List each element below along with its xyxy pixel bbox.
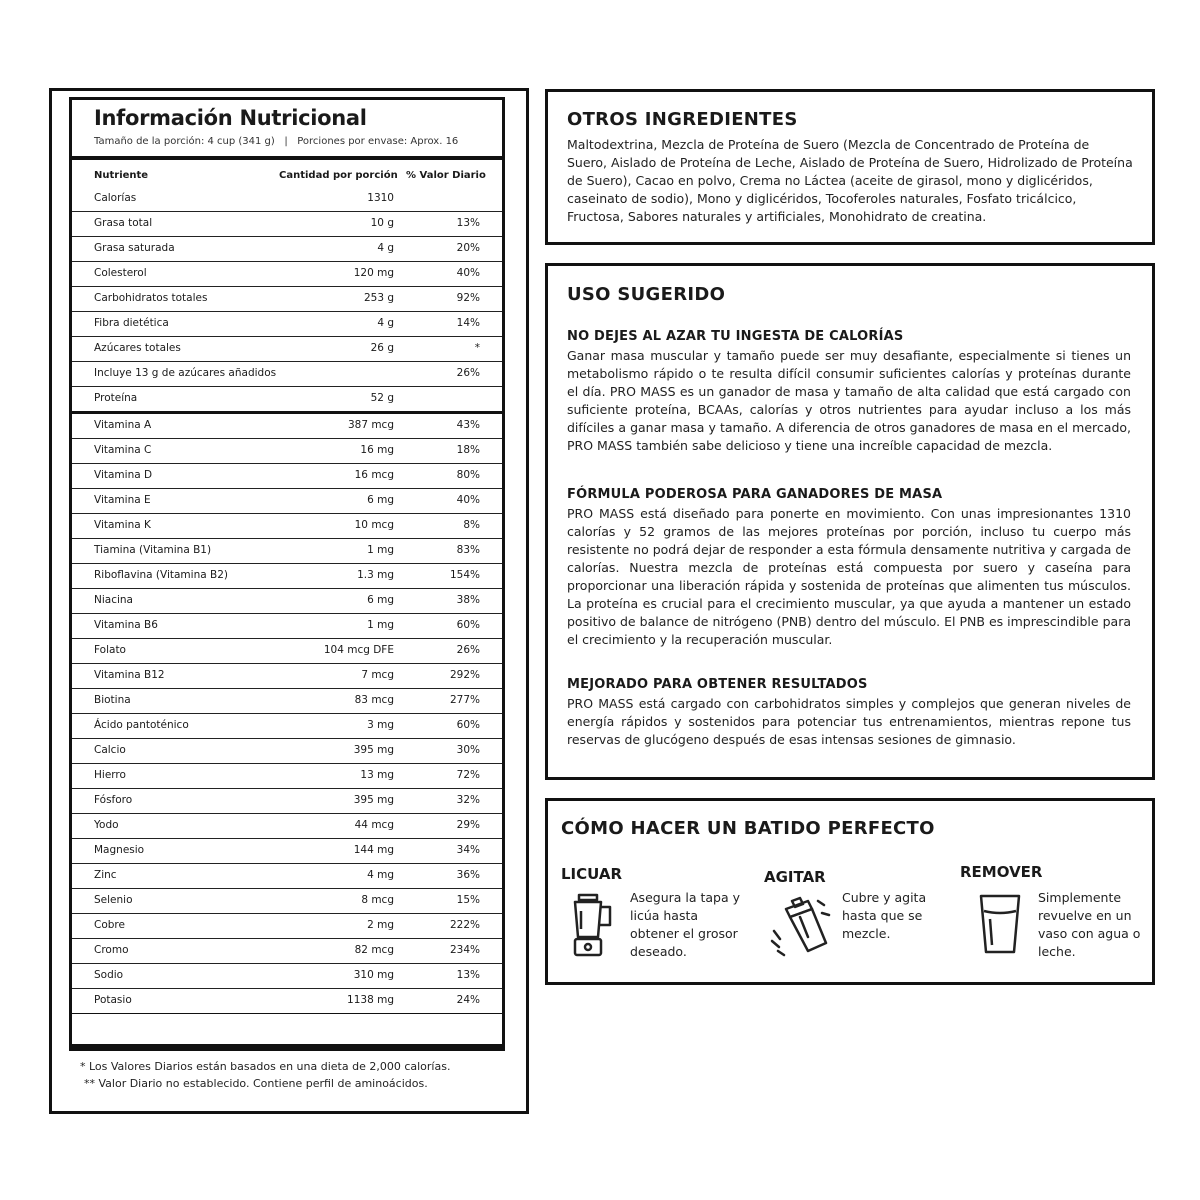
nutrient-name: Riboflavina (Vitamina B2) xyxy=(94,569,228,581)
col-nutrient-header: Nutriente xyxy=(94,170,149,181)
nutrient-row xyxy=(72,413,502,439)
nutrient-amount: 395 mg xyxy=(353,794,394,806)
batido-title: CÓMO HACER UN BATIDO PERFECTO xyxy=(561,818,935,839)
nutrient-row xyxy=(72,838,502,864)
nutrient-row xyxy=(72,963,502,989)
nutrient-row xyxy=(72,713,502,739)
step-licuar-text: Asegura la tapa y licúa hasta obtener el grosor deseado. xyxy=(630,890,741,959)
nutrient-row xyxy=(72,888,502,914)
nutrient-amount: 83 mcg xyxy=(354,694,394,706)
nutrient-name: Proteína xyxy=(94,392,138,404)
nutrient-name: Calcio xyxy=(94,744,126,756)
col-dv-header: % Valor Diario xyxy=(406,170,486,181)
nutrient-amount: 4 mg xyxy=(367,869,394,881)
nutrient-row xyxy=(72,563,502,589)
nutrient-amount: 13 mg xyxy=(360,769,394,781)
nutrient-row xyxy=(72,236,502,262)
nutrient-name: Colesterol xyxy=(94,267,147,279)
nutrient-name: Vitamina B6 xyxy=(94,619,158,631)
step-remover-text: Simplemente revuelve en un vaso con agua o leche. xyxy=(1038,890,1141,959)
nutrient-row xyxy=(72,938,502,964)
nutrient-dv: 26% xyxy=(456,644,480,656)
nutrient-amount: 26 g xyxy=(370,342,394,354)
nutrient-dv: 36% xyxy=(456,869,480,881)
nutrient-dv: 20% xyxy=(456,242,480,254)
uso-section-1-title: NO DEJES AL AZAR TU INGESTA DE CALORÍAS xyxy=(567,329,904,344)
nutrient-amount: 10 mcg xyxy=(354,519,394,531)
nutrient-name: Folato xyxy=(94,644,126,656)
nutrient-row xyxy=(72,361,502,387)
step-licuar-title: LICUAR xyxy=(561,865,623,883)
nutrient-name: Incluye 13 g de azúcares añadidos xyxy=(94,367,277,379)
nutrient-row xyxy=(72,588,502,614)
uso-section-2-text: PRO MASS está diseñado para ponerte en movimiento. Con unas impresionantes 1310 calorías y 52 gramos de las mejores proteínas por porción, incluso tu cuerpo más resistente no podrá dejar de responder a esta fórmula densamente nutritiva y cargada de calorías. Nuestra mezcla de proteínas está compuesta por suero y caseína para proporcionar una liberación rápida y sostenida de proteínas que alimenten tus músculos. La proteína es crucial para el crecimiento muscular, ya que ayuda a mantener un estado positivo de balance de nitrógeno (PNB) dentro del músculo. El PNB es imprescindible para el crecimiento y la recuperación muscular. xyxy=(567,506,1131,647)
nutrient-dv: 15% xyxy=(456,894,480,906)
nutrient-dv: 92% xyxy=(456,292,480,304)
nutrient-amount: 1.3 mg xyxy=(357,569,394,581)
nutrient-amount: 6 mg xyxy=(367,494,394,506)
nutrient-dv: 60% xyxy=(456,719,480,731)
nutrient-name: Biotina xyxy=(94,694,131,706)
nutrient-dv: 34% xyxy=(456,844,480,856)
nutrition-label xyxy=(69,97,505,1051)
nutrient-name: Vitamina B12 xyxy=(94,669,165,681)
nutrient-amount: 144 mg xyxy=(353,844,394,856)
nutrient-dv: 26% xyxy=(456,367,480,379)
blender-icon xyxy=(566,893,618,959)
nutrient-amount: 1 mg xyxy=(367,619,394,631)
nutrient-name: Sodio xyxy=(94,969,124,981)
nutrient-row xyxy=(72,311,502,337)
step-remover-title: REMOVER xyxy=(960,863,1043,881)
nutrient-name: Vitamina D xyxy=(94,469,153,481)
nutrient-dv: 83% xyxy=(456,544,480,556)
nutrient-name: Azúcares totales xyxy=(94,342,181,354)
nutrient-dv: 277% xyxy=(449,694,480,706)
nutrient-row xyxy=(72,663,502,689)
nutrient-name: Fibra dietética xyxy=(94,317,169,329)
nutrient-amount: 8 mcg xyxy=(361,894,394,906)
nutrient-row xyxy=(72,488,502,514)
otros-title: OTROS INGREDIENTES xyxy=(567,109,798,130)
uso-section-2-title: FÓRMULA PODEROSA PARA GANADORES DE MASA xyxy=(567,487,943,502)
nutrient-amount: 4 g xyxy=(377,242,394,254)
nutrient-amount: 82 mcg xyxy=(354,944,394,956)
glass-icon xyxy=(978,893,1022,955)
nutrient-dv: 43% xyxy=(456,419,480,431)
nutrient-dv: 60% xyxy=(456,619,480,631)
batido-box xyxy=(545,798,1155,985)
nutrient-amount: 310 mg xyxy=(353,969,394,981)
nutrient-row xyxy=(72,988,502,1013)
nutrient-name: Selenio xyxy=(94,894,133,906)
bottom-rule xyxy=(72,1044,502,1048)
nutrient-row xyxy=(72,286,502,312)
nutrient-row xyxy=(72,513,502,539)
nutrient-name: Vitamina K xyxy=(94,519,151,531)
nutrient-amount: 3 mg xyxy=(367,719,394,731)
nutrient-amount: 1 mg xyxy=(367,544,394,556)
nutrient-name: Vitamina A xyxy=(94,419,152,431)
nutrient-name: Carbohidratos totales xyxy=(94,292,208,304)
nutrient-amount: 1310 xyxy=(367,192,394,204)
nutrient-name: Hierro xyxy=(94,769,126,781)
nutrient-dv: 154% xyxy=(449,569,480,581)
nutrient-name: Cromo xyxy=(94,944,129,956)
nutrient-dv: 222% xyxy=(449,919,480,931)
otros-ingredientes-box xyxy=(545,89,1155,245)
nutrient-row xyxy=(72,688,502,714)
nutrient-dv: 18% xyxy=(456,444,480,456)
nutrient-amount: 16 mcg xyxy=(354,469,394,481)
last-row-divider xyxy=(72,1013,502,1014)
nutrient-amount: 395 mg xyxy=(353,744,394,756)
nutrient-name: Niacina xyxy=(94,594,133,606)
header-rule xyxy=(72,156,502,160)
step-agitar-title: AGITAR xyxy=(764,868,826,886)
nutrient-row xyxy=(72,386,502,411)
nutrient-dv: 30% xyxy=(456,744,480,756)
nutrient-dv: 72% xyxy=(456,769,480,781)
nutrient-row xyxy=(72,738,502,764)
nutrient-row xyxy=(72,211,502,237)
nutrient-row xyxy=(72,813,502,839)
nutrient-amount: 104 mcg DFE xyxy=(323,644,394,656)
col-amount-header: Cantidad por porción xyxy=(279,170,398,181)
nutrient-dv: 80% xyxy=(456,469,480,481)
nutrient-row xyxy=(72,538,502,564)
nutrient-name: Zinc xyxy=(94,869,117,881)
uso-section-3-text: PRO MASS está cargado con carbohidratos simples y complejos que generan niveles de energía rápidos y sostenidos para potenciar tus entrenamientos, mientras repone tus reservas de glucógeno después de esas intensas sesiones de gimnasio. xyxy=(567,696,1131,747)
nutrient-amount: 1138 mg xyxy=(347,994,394,1006)
otros-text: Maltodextrina, Mezcla de Proteína de Suero (Mezcla de Concentrado de Proteína de Suero, Aislado de Proteína de Leche, Aislado de Proteína de Suero, Hidrolizado de Proteína de Suero), Cacao en polvo, Crema no Láctea (aceite de girasol, mono y diglicéridos, caseinato de sodio), Mono y diglicéridos, Tocoferoles naturales, Fosfato tricálcico, Fructosa, Sabores naturales y artificiales, Monohidrato de creatina. xyxy=(567,137,1133,224)
nutrient-amount: 44 mcg xyxy=(354,819,394,831)
nutrient-amount: 120 mg xyxy=(353,267,394,279)
uso-section-1-text: Ganar masa muscular y tamaño puede ser muy desafiante, especialmente si tienes un metabolismo rápido o te resulta difícil consumir suficientes calorías y proteínas durante el día. PRO MASS es un ganador de masa y tamaño de alta calidad que está cargado con suficiente proteína, BCAAs, calorías y otros nutrientes para ayudar incluso a los más difíciles a ganar masa y tamaño. A diferencia de otros ganadores de masa en el mercado, PRO MASS también sabe delicioso y tiene una increíble capacidad de mezcla. xyxy=(567,348,1131,453)
serving-info: Tamaño de la porción: 4 cup (341 g) | Porciones por envase: Aprox. 16 xyxy=(94,136,459,147)
nutrient-name: Cobre xyxy=(94,919,125,931)
nutrient-name: Calorías xyxy=(94,192,137,204)
nutrient-name: Yodo xyxy=(94,819,119,831)
nutrient-name: Vitamina E xyxy=(94,494,151,506)
nutrient-name: Grasa total xyxy=(94,217,153,229)
nutrient-dv: 38% xyxy=(456,594,480,606)
nutrient-name: Vitamina C xyxy=(94,444,152,456)
footnote-2: ** Valor Diario no establecido. Contiene perfil de aminoácidos. xyxy=(84,1077,428,1090)
uso-title: USO SUGERIDO xyxy=(567,284,726,305)
nutrient-name: Magnesio xyxy=(94,844,145,856)
nutrient-name: Fósforo xyxy=(94,794,133,806)
nutrient-dv: 24% xyxy=(456,994,480,1006)
uso-sugerido-box xyxy=(545,263,1155,780)
nutrient-row xyxy=(72,261,502,287)
footnote-1: * Los Valores Diarios están basados en una dieta de 2,000 calorías. xyxy=(80,1060,451,1073)
nutrient-name: Potasio xyxy=(94,994,132,1006)
nutrient-row xyxy=(72,613,502,639)
nutrient-row xyxy=(72,336,502,362)
nutrient-name: Ácido pantoténico xyxy=(94,719,189,731)
nutrient-dv: 13% xyxy=(456,969,480,981)
nutrient-row xyxy=(72,788,502,814)
nutrient-amount: 4 g xyxy=(377,317,394,329)
nutrient-dv: 32% xyxy=(456,794,480,806)
nutrient-dv: 40% xyxy=(456,267,480,279)
nutrient-amount: 10 g xyxy=(370,217,394,229)
nutrient-dv: 14% xyxy=(456,317,480,329)
nutrient-amount: 7 mcg xyxy=(361,669,394,681)
nutrient-row xyxy=(72,763,502,789)
nutrition-title: Información Nutricional xyxy=(94,106,367,130)
shaker-icon xyxy=(768,895,832,961)
nutrient-name: Grasa saturada xyxy=(94,242,175,254)
nutrient-amount: 2 mg xyxy=(367,919,394,931)
nutrient-amount: 52 g xyxy=(370,392,394,404)
nutrient-name: Tiamina (Vitamina B1) xyxy=(94,544,212,556)
nutrient-dv: 29% xyxy=(456,819,480,831)
nutrient-row xyxy=(72,186,502,212)
nutrient-dv: 40% xyxy=(456,494,480,506)
nutrient-row xyxy=(72,913,502,939)
nutrient-amount: 253 g xyxy=(363,292,394,304)
uso-section-3-title: MEJORADO PARA OBTENER RESULTADOS xyxy=(567,677,868,692)
nutrient-row xyxy=(72,863,502,889)
nutrient-dv: 234% xyxy=(449,944,480,956)
nutrient-row xyxy=(72,638,502,664)
step-agitar-text: Cubre y agita hasta que se mezcle. xyxy=(842,890,927,941)
nutrient-amount: 16 mg xyxy=(360,444,394,456)
nutrient-dv: * xyxy=(474,342,480,354)
nutrient-amount: 6 mg xyxy=(367,594,394,606)
nutrient-amount: 387 mcg xyxy=(347,419,394,431)
nutrient-row xyxy=(72,438,502,464)
nutrient-dv: 292% xyxy=(449,669,480,681)
nutrient-dv: 8% xyxy=(463,519,480,531)
nutrient-row xyxy=(72,463,502,489)
nutrient-dv: 13% xyxy=(456,217,480,229)
